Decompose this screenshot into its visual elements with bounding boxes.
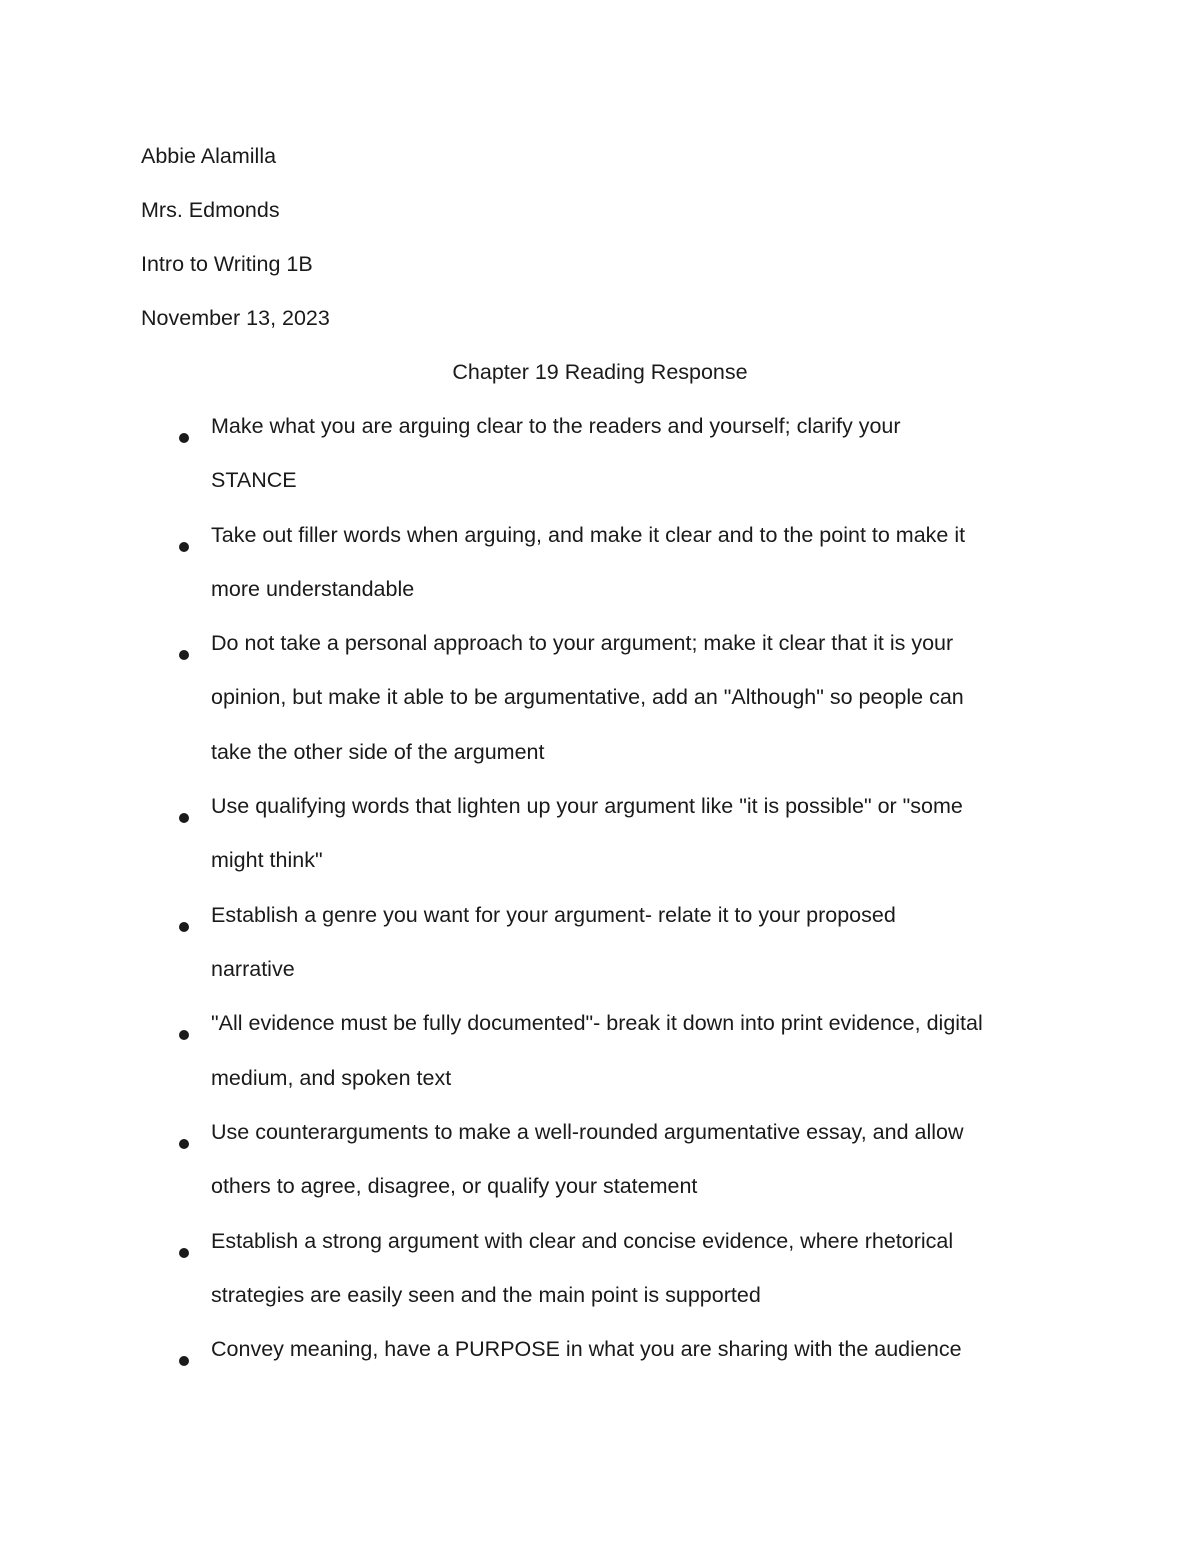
bullet-line: STANCE	[211, 468, 297, 493]
bullet-dot-icon	[179, 1030, 189, 1040]
bullet-line: Make what you are arguing clear to the readers and yourself; clarify your	[211, 414, 901, 438]
bullet-line: Establish a genre you want for your argument- relate it to your proposed	[211, 902, 896, 927]
bullet-dot-icon	[179, 922, 189, 932]
student-name: Abbie Alamilla	[141, 144, 277, 168]
bullet-line: Use counterarguments to make a well-rounded argumentative essay, and allow	[211, 1119, 964, 1144]
bullet-line: strategies are easily seen and the main point is supported	[211, 1282, 761, 1307]
bullet-line: narrative	[211, 956, 295, 981]
bullet-text	[211, 628, 1071, 791]
bullet-dot-icon	[179, 433, 189, 443]
bullet-line: more understandable	[211, 576, 415, 601]
bullet-line: Do not take a personal approach to your argument; make it clear that it is your	[211, 631, 954, 656]
document-title: Chapter 19 Reading Response	[452, 360, 748, 384]
bullet-line: "All evidence must be fully documented"- break it down into print evidence, digital	[211, 1011, 983, 1036]
bullet-text	[211, 520, 1071, 629]
bullet-line: Take out filler words when arguing, and make it clear and to the point to make it	[211, 522, 966, 547]
bullet-dot-icon	[179, 542, 189, 552]
document-date: November 13, 2023	[141, 306, 330, 330]
bullet-line: Use qualifying words that lighten up your argument like "it is possible" or "some	[211, 794, 963, 819]
course-name: Intro to Writing 1B	[141, 252, 313, 276]
bullet-text	[211, 900, 1071, 1009]
bullet-line: might think"	[211, 848, 323, 873]
bullet-text	[211, 1334, 1071, 1388]
bullet-text	[211, 411, 1071, 520]
teacher-name: Mrs. Edmonds	[141, 198, 280, 222]
bullet-text	[211, 1008, 1071, 1117]
bullet-line: opinion, but make it able to be argumentative, add an "Although" so people can	[211, 685, 964, 710]
bullet-text	[211, 791, 1071, 900]
bullet-line: others to agree, disagree, or qualify your statement	[211, 1174, 698, 1199]
bullet-text	[211, 1117, 1071, 1226]
bullet-dot-icon	[179, 1139, 189, 1149]
bullet-line: take the other side of the argument	[211, 739, 545, 764]
bullet-text	[211, 1226, 1071, 1335]
bullet-line: Convey meaning, have a PURPOSE in what you are sharing with the audience	[211, 1337, 962, 1362]
bullet-line: Establish a strong argument with clear and concise evidence, where rhetorical	[211, 1228, 954, 1253]
bullet-line: medium, and spoken text	[211, 1065, 452, 1090]
bullet-dot-icon	[179, 1356, 189, 1366]
bullet-dot-icon	[179, 813, 189, 823]
bullet-dot-icon	[179, 1248, 189, 1258]
bullet-dot-icon	[179, 650, 189, 660]
